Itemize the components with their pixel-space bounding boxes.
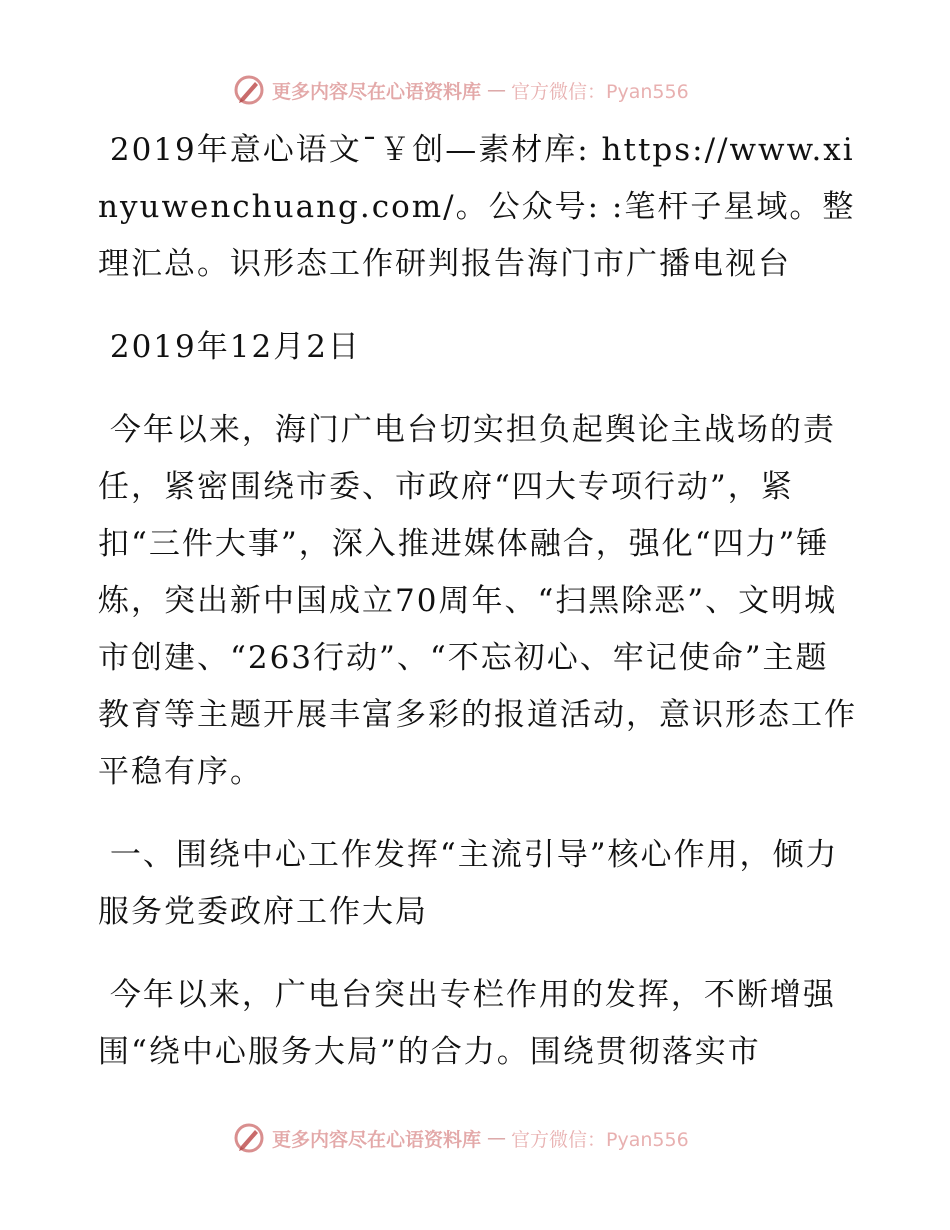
watermark-wechat: 官方微信：Pyan556 bbox=[511, 80, 689, 103]
paragraph-section-body: 今年以来，广电台突出专栏作用的发挥，不断增强围“绕中心服务大局”的合力。围绕贯彻落实市 bbox=[98, 977, 836, 1070]
paragraph-intro: 2019年意心语文¯￥创—素材库: https://www.xinyuwenchuang.com/。公众号: :笔杆子星域。整理汇总。识形态工作研判报告海门市广播电视台 bbox=[98, 132, 856, 282]
pen-logo-icon bbox=[232, 73, 266, 107]
watermark-text: 更多内容尽在心语资料库 bbox=[272, 1128, 482, 1151]
watermark-text: 更多内容尽在心语资料库 bbox=[272, 80, 482, 103]
watermark-footer bbox=[232, 1120, 752, 1156]
watermark-separator: — bbox=[487, 1127, 506, 1149]
watermark-header bbox=[232, 72, 752, 108]
watermark-wechat: 官方微信：Pyan556 bbox=[511, 1128, 689, 1151]
pen-logo-icon bbox=[232, 1121, 266, 1155]
paragraph-summary: 今年以来，海门广电台切实担负起舆论主战场的责任，紧密围绕市委、市政府“四大专项行动”，紧扣“三件大事”，深入推进媒体融合，强化“四力”锤炼，突出新中国成立70周年、“扫黑除恶”、文明城市创建、“263行动”、“不忘初心、牢记使命”主题教育等主题开展丰富多彩的报道活动，意识形态工作平稳有序。 bbox=[98, 412, 857, 790]
watermark-separator: — bbox=[487, 79, 506, 101]
section-heading: 一、围绕中心工作发挥“主流引导”核心作用，倾力服务党委政府工作大局 bbox=[98, 837, 839, 930]
paragraph-date: 2019年12月2日 bbox=[98, 329, 361, 365]
document-body bbox=[98, 122, 858, 1107]
